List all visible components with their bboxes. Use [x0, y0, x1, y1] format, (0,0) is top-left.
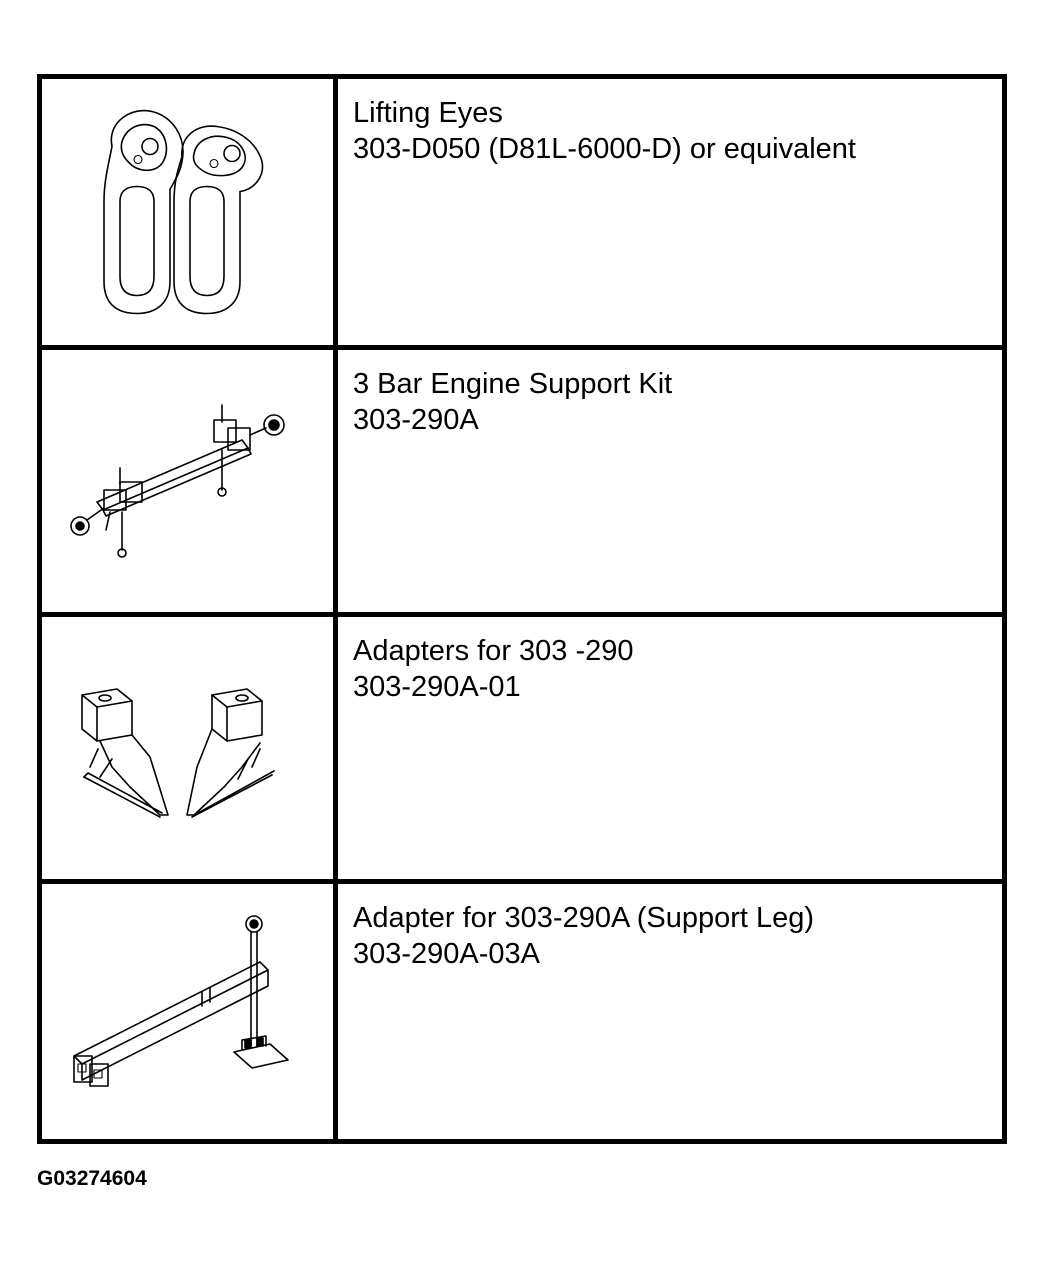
- image-cell: [42, 617, 338, 879]
- table-row: [42, 612, 1002, 879]
- table-row: [42, 79, 1002, 345]
- tool-name: Adapter for 303-290A (Support Leg): [353, 902, 815, 934]
- table-row: [42, 345, 1002, 612]
- tool-name: Adapters for 303 -290: [353, 635, 634, 667]
- adapters-icon: [42, 617, 333, 879]
- tool-name: 3 Bar Engine Support Kit: [353, 368, 673, 400]
- tool-part-number: 303-D050 (D81L-6000-D) or equivalent: [353, 133, 856, 165]
- tool-description: [353, 366, 993, 438]
- tool-description: [353, 900, 993, 972]
- lifting-eyes-icon: [42, 79, 333, 345]
- figure-id: G03274604: [37, 1167, 147, 1190]
- tool-description: [353, 633, 993, 705]
- tool-part-number: 303-290A: [353, 404, 479, 436]
- table-row: [42, 879, 1002, 1139]
- special-tools-table: [37, 74, 1007, 1144]
- tool-description: [353, 95, 993, 167]
- tool-part-number: 303-290A-03A: [353, 938, 541, 970]
- support-leg-icon: [42, 884, 333, 1139]
- image-cell: [42, 884, 338, 1139]
- engine-support-kit-icon: [42, 350, 333, 612]
- tool-part-number: 303-290A-01: [353, 671, 521, 703]
- image-cell: [42, 79, 338, 345]
- tool-name: Lifting Eyes: [353, 97, 503, 129]
- image-cell: [42, 350, 338, 612]
